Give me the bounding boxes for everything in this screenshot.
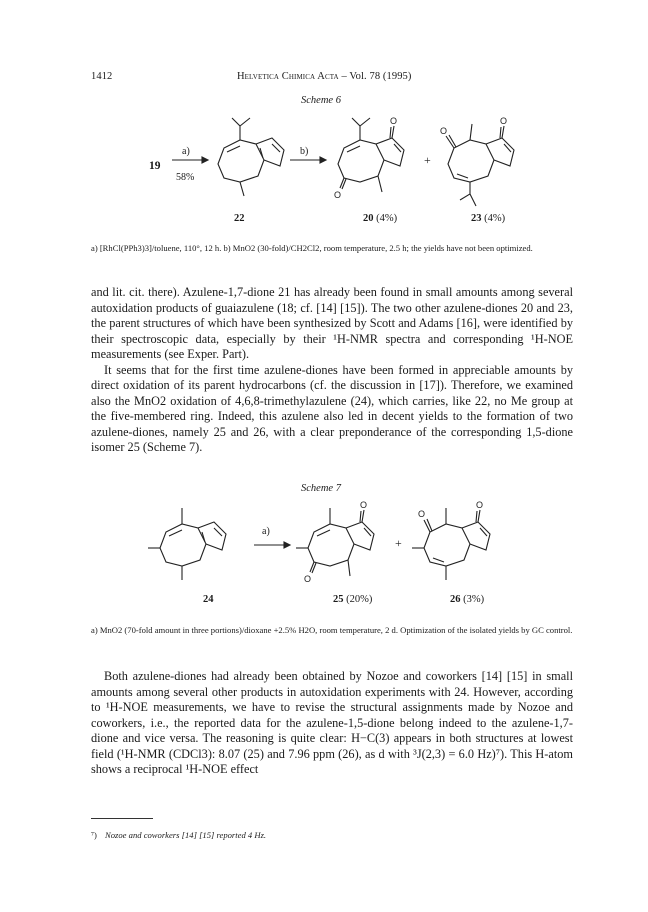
body-text-lower (91, 669, 573, 778)
body-text-upper (91, 285, 573, 456)
compound-25-structure (296, 500, 396, 595)
oxygen-label: O (476, 500, 484, 510)
footnote (91, 830, 266, 840)
compound-23-yield: (4%) (481, 213, 506, 224)
plus-sign: + (395, 536, 402, 550)
scheme-6-title: Scheme 6 (301, 95, 341, 106)
paragraph-2: It seems that for the first time azulene-diones have been formed in appreciable amounts by direct oxidation of its parent hydrocarbons (cf. the discussion in [17]). Therefore, we examined also the MnO2 oxidation of 4,6,8-trimethylazulene (24), which carries, like 22, no Me group at the five-membered ring. Indeed, this azulene also led in decent yields to the formation of two azulene-diones, namely 25 and 26, with a clear preponderance of the corresponding 1,5-dione isomer 25 (Scheme 7). (91, 362, 573, 454)
compound-26-number: 26 (450, 594, 461, 605)
compound-25-number: 25 (333, 594, 344, 605)
compound-26-yield: (3%) (460, 594, 485, 605)
scheme-7-step-a-label: a) (262, 526, 270, 537)
compound-22-structure (210, 108, 300, 203)
compound-23-label (471, 213, 505, 224)
compound-25-label (333, 594, 372, 605)
scheme-6-step-a-label: a) (182, 146, 190, 157)
plus-sign: + (424, 153, 431, 167)
footnote-rule (91, 818, 153, 819)
compound-20-structure (328, 108, 423, 208)
compound-20-number: 20 (363, 213, 374, 224)
compound-24-structure (148, 500, 248, 590)
page-number: 1412 (91, 71, 113, 82)
oxygen-label: O (334, 190, 342, 200)
oxygen-label: O (418, 509, 426, 519)
compound-26-label (450, 594, 484, 605)
scheme-6-step-a-yield: 58% (176, 172, 195, 183)
compound-25-yield: (20%) (343, 594, 373, 605)
paragraph-1: and lit. cit. there). Azulene-1,7-dione 21 has already been found in small amounts among several autoxidation products of guaiazulene (18; cf. [14] [15]). The two other azulene-diones 20 and 23, the parent structures of which have been synthesized by Scott and Adams [16], were identified by their spectroscopic data, especially by their ¹H-NMR spectra and corresponding ¹H-NOE measurements (see Exper. Part). (91, 285, 573, 361)
scheme-7-title: Scheme 7 (301, 483, 341, 494)
footnote-text: Nozoe and coworkers [14] [15] reported 4 Hz. (105, 830, 267, 840)
scheme-6-arrow-a (170, 155, 210, 165)
compound-20-yield: (4%) (373, 213, 398, 224)
journal-volume: – Vol. 78 (1995) (338, 71, 412, 82)
scheme-7-caption: a) MnO2 (70-fold amount in three portions)/dioxane +2.5% H2O, room temperature, 2 d. Optimization of the isolated yields by GC control. (91, 625, 573, 635)
oxygen-label: O (360, 500, 368, 510)
journal-name: Helvetica Chimica Acta (237, 71, 339, 82)
oxygen-label: O (304, 574, 312, 584)
oxygen-label: O (500, 116, 508, 126)
oxygen-label: O (390, 116, 398, 126)
footnote-marker: ⁷) (91, 830, 97, 840)
compound-26-structure (412, 500, 512, 595)
compound-23-structure (438, 108, 533, 208)
scheme-6-step-b-label: b) (300, 146, 309, 157)
paragraph-3: Both azulene-diones had already been obtained by Nozoe and coworkers [14] [15] in small amounts among several other products in autoxidation experiments with 24. However, according to ¹H-NOE measurements, we have to revise the structural assignments made by Nozoe and coworkers, i.e., the reported data for the azulene-1,5-dione belong indeed to the azulene-1,7-dione and vice versa. The reasoning is quite clear: H−C(3) appears in both structures at lowest field (¹H-NMR (CDCl3): 8.07 (25) and 7.96 ppm (26), as d with ³J(2,3) = 6.0 Hz)⁷). This H-atom shows a reciprocal ¹H-NOE effect (91, 669, 573, 776)
oxygen-label: O (440, 126, 448, 136)
scheme-6-caption: a) [RhCl(PPh3)3]/toluene, 110°, 12 h. b) MnO2 (30-fold)/CH2Cl2, room temperature, 2.5 h; the yields have not been optimized. (91, 243, 533, 253)
compound-20-label (363, 213, 397, 224)
compound-19-label: 19 (149, 160, 161, 172)
scheme-7-arrow-a (252, 540, 292, 550)
compound-22-label: 22 (234, 213, 245, 224)
compound-23-number: 23 (471, 213, 482, 224)
compound-24-label: 24 (203, 594, 214, 605)
running-header (237, 71, 412, 82)
